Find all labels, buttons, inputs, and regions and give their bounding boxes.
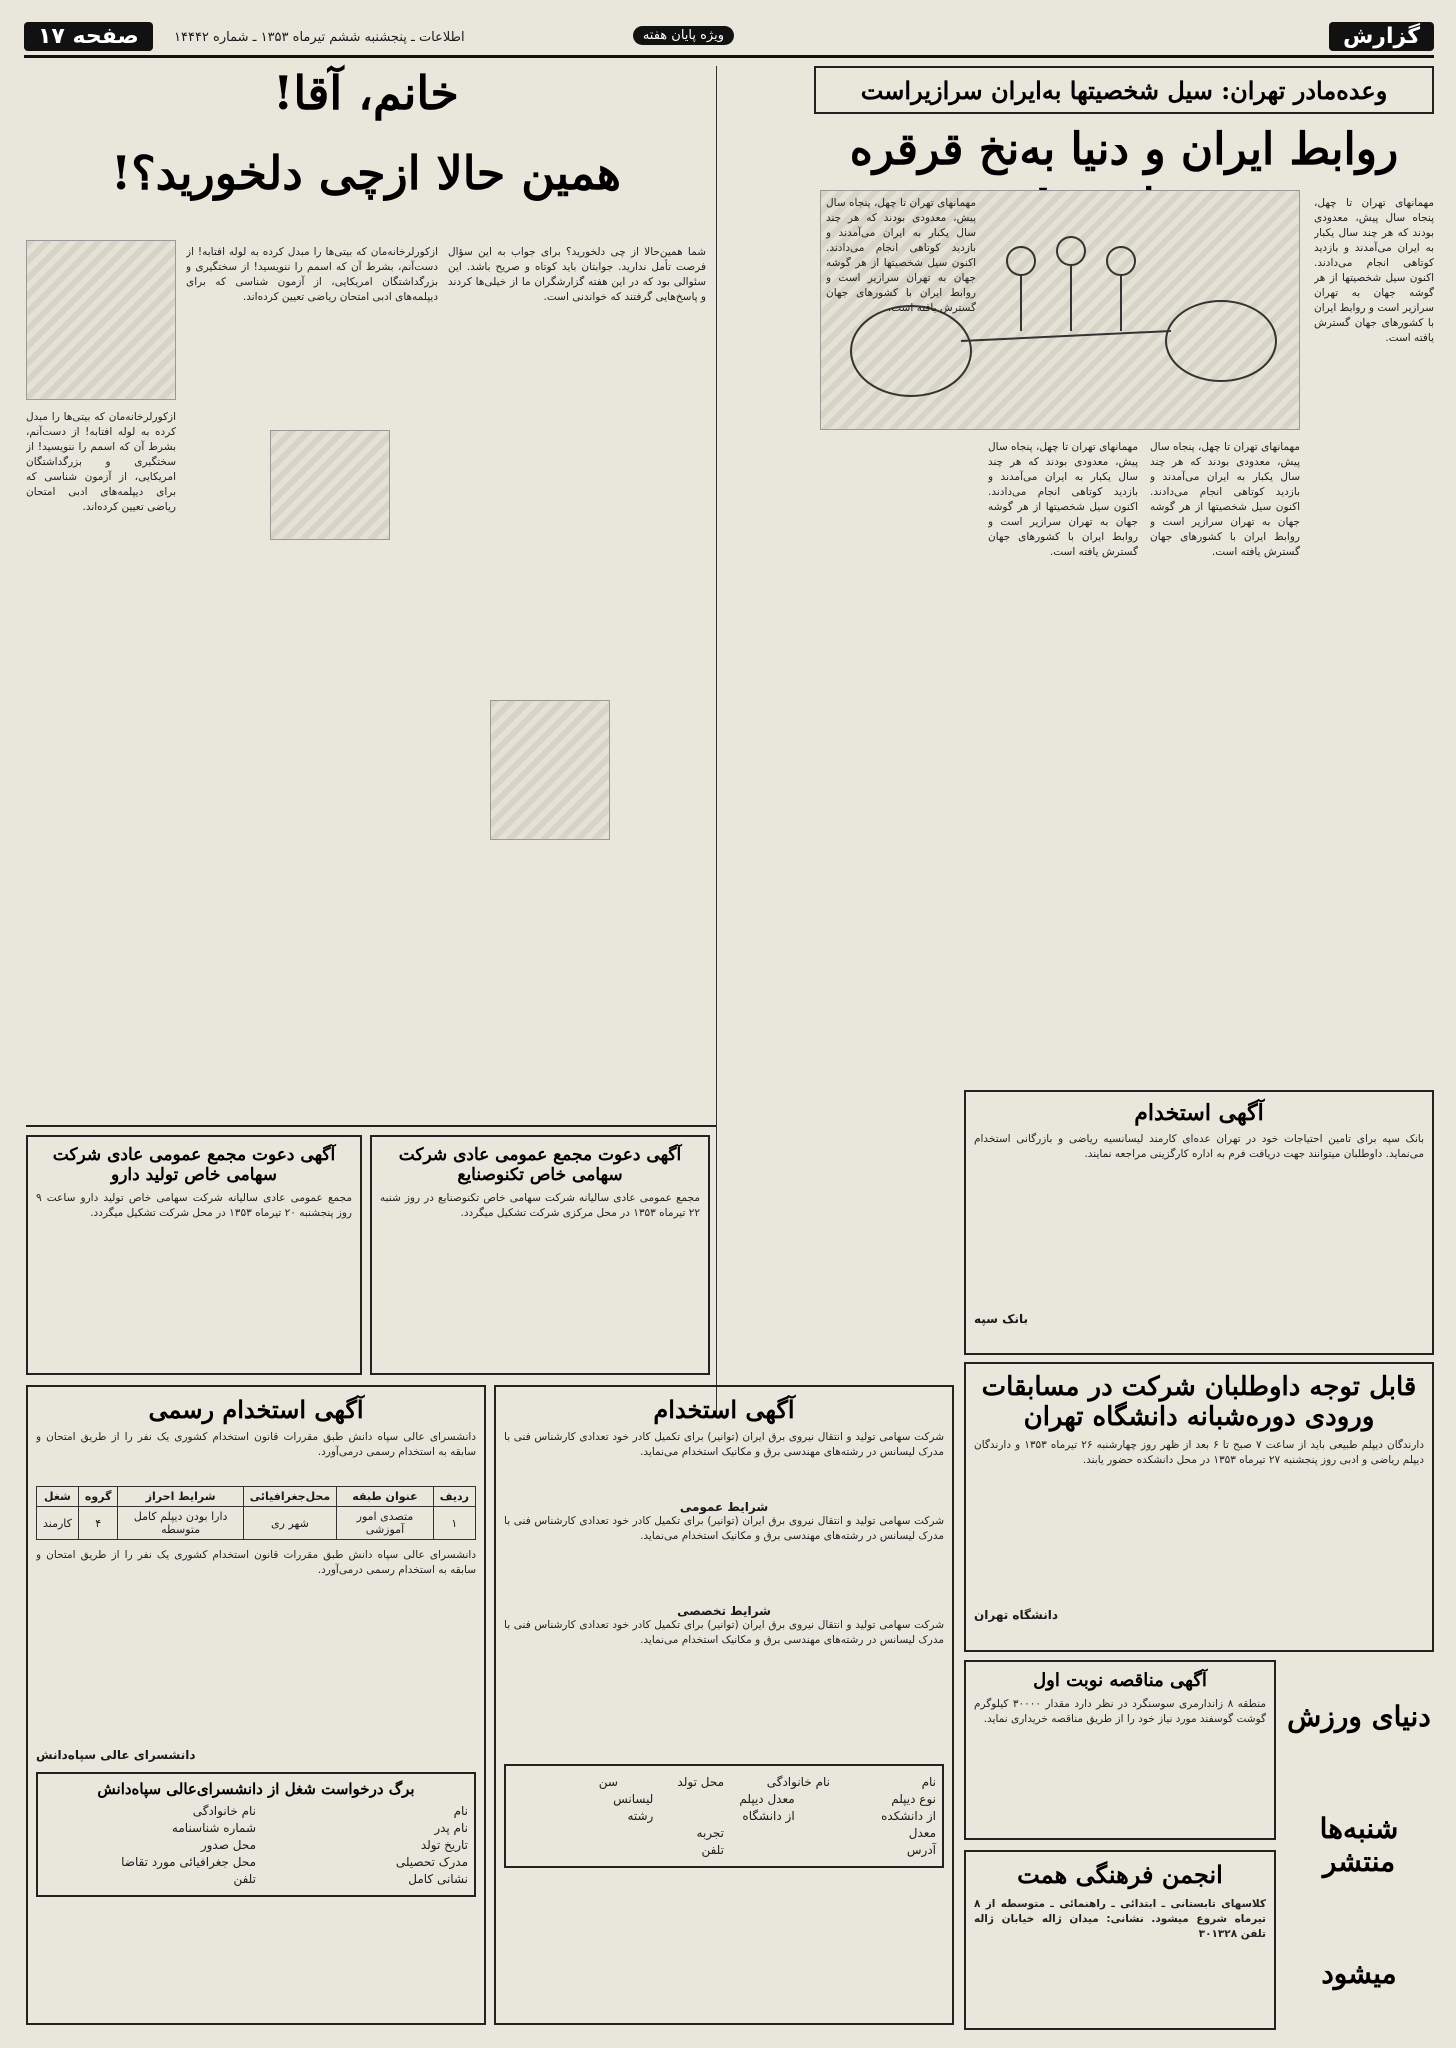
drug-ad <box>26 1135 362 1375</box>
power-ad-special-terms: شرکت سهامی تولید و انتقال نیروی برق ایران (توانیر) برای تکمیل کادر خود تعدادی کارشناس فنی با مدرک لیسانس در رشته‌های مهندسی برق و مکانیک استخدام می‌نماید. <box>504 1619 944 1646</box>
table-header: شرایط احراز <box>118 1487 243 1507</box>
employment-ad <box>964 1090 1434 1355</box>
official-ad-title: آگهی استخدام رسمی <box>148 1395 364 1424</box>
power-employment-ad <box>494 1385 954 2025</box>
form-field: معدل دیپلم <box>739 1792 795 1806</box>
table-header: ردیف <box>433 1487 475 1507</box>
himmat-ad <box>964 1850 1276 2030</box>
form-field: مدرک تحصیلی <box>395 1855 468 1869</box>
tekno-ad-title: آگهی دعوت مجمع عمومی عادی شرکت سهامی خاص تکنوصنایع <box>398 1145 682 1185</box>
form-field: تلفن <box>233 1872 256 1886</box>
form-field: نشانی کامل <box>408 1872 468 1886</box>
power-ad-subtitle-1: شرایط عمومی <box>679 1500 769 1514</box>
feature-headline-box <box>26 66 706 236</box>
feature-illustration-tv <box>270 430 390 540</box>
form-field: از دانشکده <box>881 1809 936 1823</box>
university-ad-body: دارندگان دیپلم طبیعی باید از ساعت ۷ صبح تا ۶ بعد از ظهر روز چهارشنبه ۲۶ تیرماه ۱۳۵۳ و دارندگان دیپلم ریاضی و ادبی روز پنجشنبه ۲۷ تیرماه ۱۳۵۳ در محل دانشکده حضور یابند. <box>974 1439 1424 1466</box>
tender-ad <box>964 1660 1276 1840</box>
application-form <box>36 1772 476 1897</box>
official-ad-body: دانشسرای عالی سپاه دانش طبق مقررات قانون استخدام کشوری یک نفر را از طریق امتحان و سابقه به استخدام رسمی درمی‌آورد. <box>36 1431 476 1458</box>
table-header: عنوان طبقه <box>337 1487 434 1507</box>
lead-body-col4: مهمانهای تهران تا چهل، پنجاه سال پیش، معدودی بودند که هر چند سال یکبار به ایران می‌آمدند و بازدید کوتاهی انجام می‌دادند. اکنون سیل شخصیتها از هر گوشه جهان به تهران سرازیر است و روابط ایران با کشورهای جهان گسترش یافته است. <box>826 197 976 314</box>
official-employment-ad <box>26 1385 486 2025</box>
form-field: از دانشگاه <box>742 1809 795 1823</box>
tekno-ad <box>370 1135 710 1375</box>
drug-ad-body: مجمع عمومی عادی سالیانه شرکت سهامی خاص تولید دارو ساعت ۹ روز پنجشنبه ۲۰ تیرماه ۱۳۵۳ در محل شرکت تشکیل میگردد. <box>36 1192 352 1219</box>
form-field: شماره شناسنامه <box>171 1821 256 1835</box>
form-field: معدل <box>908 1826 936 1840</box>
form-field: سن <box>598 1775 618 1789</box>
form-field: نام خانوادگی <box>766 1775 830 1789</box>
employment-ad-title: آگهی استخدام <box>1134 1100 1264 1126</box>
sports-promo-line-3: میشود <box>1321 1957 1397 1991</box>
lead-kicker-box <box>814 66 1434 114</box>
section-tag: گزارش <box>1329 22 1434 51</box>
page-number: صفحه ۱۷ <box>24 22 153 51</box>
form-field: آدرس <box>906 1843 936 1857</box>
official-ad-details: دانشسرای عالی سپاه دانش طبق مقررات قانون استخدام کشوری یک نفر را از طریق امتحان و سابقه به استخدام رسمی درمی‌آورد. <box>36 1549 476 1576</box>
lead-body-col1: مهمانهای تهران تا چهل، پنجاه سال پیش، معدودی بودند که هر چند سال یکبار به ایران می‌آمدند و بازدید کوتاهی انجام می‌دادند. اکنون سیل شخصیتها از هر گوشه جهان به تهران سرازیر است و روابط ایران با کشورهای جهان گسترش یافته است. <box>1314 197 1434 344</box>
form-field: نام پدر <box>434 1821 468 1835</box>
employment-ad-body: بانک سپه برای تامین احتیاجات خود در تهران عده‌ای کارمند لیسانسیه ریاضی و بازرگانی استخدام می‌نماید. داوطلبان میتوانند جهت دریافت فرم به اداره کارگزینی مراجعه نمایند. <box>974 1133 1424 1160</box>
form-field: نام <box>453 1804 468 1818</box>
drug-ad-title: آگهی دعوت مجمع عمومی عادی شرکت سهامی خاص تولید دارو <box>52 1145 336 1185</box>
employment-ad-footer: بانک سپه <box>974 1312 1028 1326</box>
feature-illustration-reader <box>490 700 610 840</box>
weekend-tag: ویژه پایان هفته <box>633 26 734 45</box>
lead-headline: روابط ایران و دنیا به‌نخ قرقره <box>849 124 1399 175</box>
tender-ad-title: آگهی مناقصه نوبت اول <box>1033 1670 1207 1691</box>
table-cell: متصدی امور آموزشی <box>337 1507 434 1540</box>
form-field: تجربه <box>696 1826 724 1840</box>
form-field: تاریخ تولد <box>420 1838 468 1852</box>
feature-body-col1: شما همین‌حالا از چی دلخورید؟ برای جواب به این سؤال فرصت تأمل ندارید. جوابتان باید کوتاه و صریح باشد. این سئوالی بود که در این هفته گزارشگران ما از خیلی‌ها کردند و پاسخ‌هایی گرفتند که خواندنی است. <box>448 246 706 303</box>
table-cell: شهر ری <box>243 1507 336 1540</box>
feature-headline-top: خانم، آقا! <box>273 66 459 120</box>
feature-body-col3: ازکورلرخانه‌مان که بیتی‌ها را مبدل کرده به لوله افتابه! از دست‌آنم، بشرط آن که اسمم را ننویسید! از سختگیری و بزرگداشتگان امریکایی، از آزمون شناسی که برای دیپلمه‌های ادبی امتحان ریاضی تعیین کرده‌اند. <box>26 411 176 513</box>
university-ad <box>964 1362 1434 1652</box>
sports-promo <box>1284 1660 1434 2030</box>
feature-headline-bottom: همین حالا ازچی دلخورید؟! <box>111 146 621 200</box>
table-header: شغل <box>37 1487 79 1507</box>
form-field: نام خانوادگی <box>192 1804 256 1818</box>
form-field: محل جغرافیائی مورد تقاضا <box>121 1855 256 1869</box>
power-ad-subtitle-2: شرایط تخصصی <box>677 1604 771 1618</box>
feature-body-col2: ازکورلرخانه‌مان که بیتی‌ها را مبدل کرده به لوله افتابه! از دست‌آنم، بشرط آن که اسمم را ننویسید! از سختگیری و بزرگداشتگان امریکایی، از آزمون شناسی که برای دیپلمه‌های ادبی امتحان ریاضی تعیین کرده‌اند. <box>186 246 438 303</box>
lead-body-col3: مهمانهای تهران تا چهل، پنجاه سال پیش، معدودی بودند که هر چند سال یکبار به ایران می‌آمدند و بازدید کوتاهی انجام می‌دادند. اکنون سیل شخصیتها از هر گوشه جهان به تهران سرازیر است و روابط ایران با کشورهای جهان گسترش یافته است. <box>988 441 1138 558</box>
form-field: رشته <box>627 1809 654 1823</box>
application-form-title: برگ درخواست شغل از دانشسرای‌عالی سپاه‌دانش <box>97 1780 415 1798</box>
university-ad-headline-1: قابل توجه داوطلبان شرکت در مسابقات <box>981 1372 1417 1402</box>
table-cell: کارمند <box>37 1507 79 1540</box>
form-field: محل تولد <box>677 1775 724 1789</box>
sports-promo-line-1: دنیای ورزش <box>1287 1699 1431 1733</box>
column-divider <box>716 66 717 1416</box>
feature-illustration-woman <box>26 240 176 400</box>
tekno-ad-body: مجمع عمومی عادی سالیانه شرکت سهامی خاص تکنوصنایع در روز شنبه ۲۲ تیرماه ۱۳۵۳ در محل مرکزی شرکت تشکیل میگردد. <box>380 1192 700 1219</box>
university-ad-footer: دانشگاه تهران <box>974 1608 1058 1622</box>
power-ad-body: شرکت سهامی تولید و انتقال نیروی برق ایران (توانیر) برای تکمیل کادر خود تعدادی کارشناس فنی با مدرک لیسانس در رشته‌های مهندسی برق و مکانیک استخدام می‌نماید. <box>504 1431 944 1458</box>
form-field: لیسانس <box>613 1792 654 1806</box>
himmat-ad-body: کلاسهای تابستانی ـ ابتدائی ـ راهنمائی ـ متوسطه از ۸ تیرماه شروع میشود. نشانی: میدان ژاله خیابان ژاله تلفن ۳۰۱۳۲۸ <box>974 1898 1266 1940</box>
official-ad-footer: دانشسرای عالی سپاه‌دانش <box>36 1748 196 1762</box>
himmat-ad-title: انجمن فرهنگی همت <box>1017 1860 1223 1889</box>
table-header: محل‌جغرافیائی <box>243 1487 336 1507</box>
form-field: محل صدور <box>200 1838 256 1852</box>
masthead <box>24 22 1434 58</box>
table-cell: ۴ <box>78 1507 118 1540</box>
dateline: اطلاعات ـ پنجشنبه ششم تیرماه ۱۳۵۳ ـ شماره ۱۴۴۴۲ <box>174 30 465 45</box>
ads-divider <box>26 1125 716 1127</box>
power-ad-form <box>504 1764 944 1868</box>
power-ad-title: آگهی استخدام <box>653 1395 795 1424</box>
lead-kicker: وعده‌ماد‌ر تهران: سیل شخصیتها به‌ایران سرازیراست <box>860 75 1388 105</box>
power-ad-general-terms: شرکت سهامی تولید و انتقال نیروی برق ایران (توانیر) برای تکمیل کادر خود تعدادی کارشناس فنی با مدرک لیسانس در رشته‌های مهندسی برق و مکانیک استخدام می‌نماید. <box>504 1515 944 1542</box>
table-row <box>37 1507 476 1540</box>
sports-promo-line-2: شنبه‌ها منتشر <box>1319 1811 1399 1878</box>
official-ad-table <box>36 1486 476 1540</box>
form-field: نوع دیپلم <box>891 1792 936 1806</box>
table-cell: ۱ <box>433 1507 475 1540</box>
tender-ad-body: منطقه ۸ زاندارمری سوسنگرد در نظر دارد مقدار ۳۰۰۰۰ کیلوگرم گوشت گوسفند مورد نیاز خود را از طریق مناقصه خریداری نماید. <box>974 1698 1266 1725</box>
table-header: گروه <box>78 1487 118 1507</box>
university-ad-headline-2: ورودی دوره‌شبانه دانشگاه تهران <box>1023 1402 1375 1432</box>
lead-body-col2: مهمانهای تهران تا چهل، پنجاه سال پیش، معدودی بودند که هر چند سال یکبار به ایران می‌آمدند و بازدید کوتاهی انجام می‌دادند. اکنون سیل شخصیتها از هر گوشه جهان به تهران سرازیر است و روابط ایران با کشورهای جهان گسترش یافته است. <box>1150 441 1300 558</box>
form-field: تلفن <box>701 1843 724 1857</box>
table-cell: دارا بودن دیپلم کامل متوسطه <box>118 1507 243 1540</box>
form-field: نام <box>921 1775 936 1789</box>
